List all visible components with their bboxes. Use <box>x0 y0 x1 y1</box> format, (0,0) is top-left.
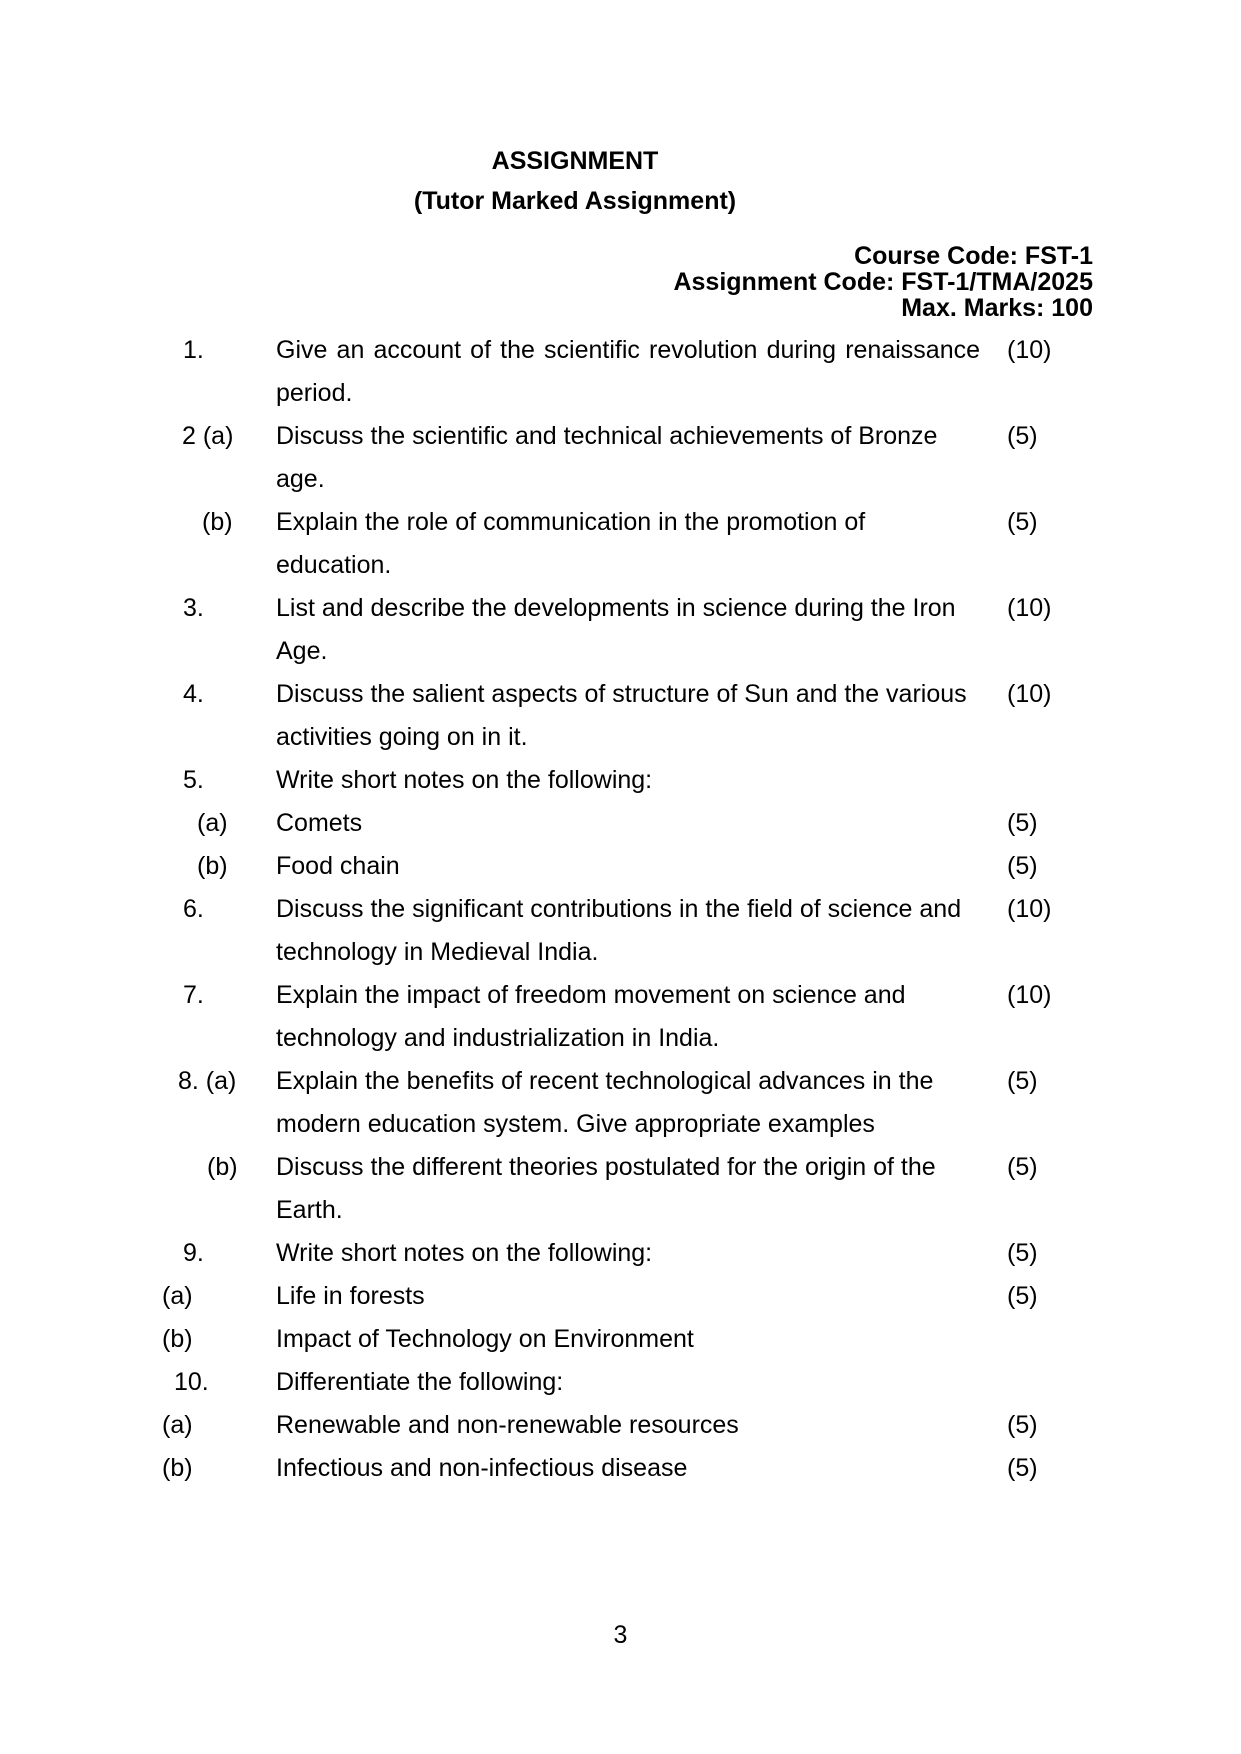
question-text-line: Impact of Technology on Environment <box>276 1325 694 1353</box>
question-number: 5. <box>183 766 204 794</box>
question-row <box>162 329 1096 415</box>
question-lines <box>276 1146 980 1232</box>
question-number: 6. <box>183 895 204 923</box>
question-text-line: Discuss the scientific and technical achievements of Bronze <box>276 422 938 450</box>
question-lines <box>276 329 980 415</box>
question-text-line: Differentiate the following: <box>276 1368 564 1396</box>
question-marks: (10) <box>1007 895 1052 923</box>
question-lines <box>276 1275 980 1318</box>
question-text-line: modern education system. Give appropriate examples <box>276 1110 875 1138</box>
question-number: (b) <box>207 1153 238 1181</box>
question-text-line: Discuss the salient aspects of structure of Sun and the various <box>276 680 967 708</box>
question-number: 7. <box>183 981 204 1009</box>
question-row <box>162 1404 1096 1447</box>
question-lines <box>276 974 980 1060</box>
question-text-line: Explain the role of communication in the promotion of <box>276 508 866 536</box>
question-text-line: Infectious and non-infectious disease <box>276 1454 688 1482</box>
question-lines <box>276 1060 980 1146</box>
question-marks: (5) <box>1007 1239 1038 1267</box>
question-marks: (5) <box>1007 422 1038 450</box>
question-text-line: Earth. <box>276 1196 343 1224</box>
page-number: 3 <box>613 1621 628 1649</box>
question-number: 10. <box>174 1368 209 1396</box>
question-number: (a) <box>162 1282 193 1310</box>
question-text-line: Explain the impact of freedom movement on science and <box>276 981 906 1009</box>
question-lines <box>276 1447 980 1490</box>
questions-list <box>162 329 1096 1490</box>
meta-block <box>0 243 1093 321</box>
question-row <box>162 888 1096 974</box>
question-lines <box>276 1361 980 1404</box>
assignment-code: Assignment Code: FST-1/TMA/2025 <box>673 268 1093 296</box>
question-text-line: List and describe the developments in science during the Iron <box>276 594 956 622</box>
question-text-line: education. <box>276 551 392 579</box>
question-marks: (5) <box>1007 1282 1038 1310</box>
question-row <box>162 802 1096 845</box>
question-row <box>162 1361 1096 1404</box>
question-lines <box>276 673 980 759</box>
page-title: ASSIGNMENT <box>491 147 659 175</box>
question-lines <box>276 1318 980 1361</box>
question-marks: (5) <box>1007 1411 1038 1439</box>
question-marks: (5) <box>1007 809 1038 837</box>
title-block <box>0 141 1150 221</box>
question-row <box>162 415 1096 501</box>
course-code: Course Code: FST-1 <box>854 242 1093 270</box>
question-row <box>162 1060 1096 1146</box>
question-number: (b) <box>202 508 233 536</box>
question-number: 1. <box>183 336 204 364</box>
question-number: (a) <box>162 1411 193 1439</box>
question-text-line: Age. <box>276 637 328 665</box>
question-marks: (5) <box>1007 1067 1038 1095</box>
question-row <box>162 587 1096 673</box>
question-row <box>162 1275 1096 1318</box>
question-number: (b) <box>162 1325 193 1353</box>
question-text-line: activities going on in it. <box>276 723 528 751</box>
max-marks: Max. Marks: 100 <box>901 294 1093 322</box>
question-row <box>162 1447 1096 1490</box>
question-row <box>162 974 1096 1060</box>
question-text-line: Discuss the significant contributions in the field of science and <box>276 895 962 923</box>
question-text-line: Write short notes on the following: <box>276 766 653 794</box>
question-row <box>162 845 1096 888</box>
question-lines <box>276 845 980 888</box>
page-subtitle: (Tutor Marked Assignment) <box>413 187 737 215</box>
question-lines <box>276 587 980 673</box>
question-number: 2 (a) <box>182 422 234 450</box>
question-text-line: Comets <box>276 809 363 837</box>
question-row <box>162 673 1096 759</box>
question-row <box>162 501 1096 587</box>
question-lines <box>276 888 980 974</box>
question-text-line: Food chain <box>276 852 400 880</box>
question-text-line: Explain the benefits of recent technological advances in the <box>276 1067 934 1095</box>
question-marks: (10) <box>1007 981 1052 1009</box>
question-lines <box>276 759 980 802</box>
question-text-line: Discuss the different theories postulated for the origin of the <box>276 1153 936 1181</box>
question-marks: (5) <box>1007 852 1038 880</box>
question-row <box>162 1318 1096 1361</box>
question-marks: (10) <box>1007 336 1052 364</box>
question-text-line: period. <box>276 379 353 407</box>
question-lines <box>276 1404 980 1447</box>
question-row <box>162 1146 1096 1232</box>
question-marks: (10) <box>1007 680 1052 708</box>
question-lines <box>276 802 980 845</box>
question-lines <box>276 501 980 587</box>
question-marks: (10) <box>1007 594 1052 622</box>
question-text-line: technology and industrialization in India. <box>276 1024 720 1052</box>
question-text-line: Renewable and non-renewable resources <box>276 1411 739 1439</box>
question-lines <box>276 415 980 501</box>
question-text-line: Write short notes on the following: <box>276 1239 653 1267</box>
question-number: 3. <box>183 594 204 622</box>
question-text-line: Life in forests <box>276 1282 425 1310</box>
question-text-line: age. <box>276 465 325 493</box>
question-number: 9. <box>183 1239 204 1267</box>
question-marks: (5) <box>1007 1153 1038 1181</box>
question-row <box>162 759 1096 802</box>
question-number: 4. <box>183 680 204 708</box>
question-marks: (5) <box>1007 1454 1038 1482</box>
question-marks: (5) <box>1007 508 1038 536</box>
question-number: (a) <box>197 809 228 837</box>
question-number: 8. (a) <box>178 1067 237 1095</box>
question-text-line: technology in Medieval India. <box>276 938 599 966</box>
question-row <box>162 1232 1096 1275</box>
question-number: (b) <box>162 1454 193 1482</box>
question-lines <box>276 1232 980 1275</box>
question-text-line: Give an account of the scientific revolution during renaissance <box>276 336 980 364</box>
question-number: (b) <box>197 852 228 880</box>
